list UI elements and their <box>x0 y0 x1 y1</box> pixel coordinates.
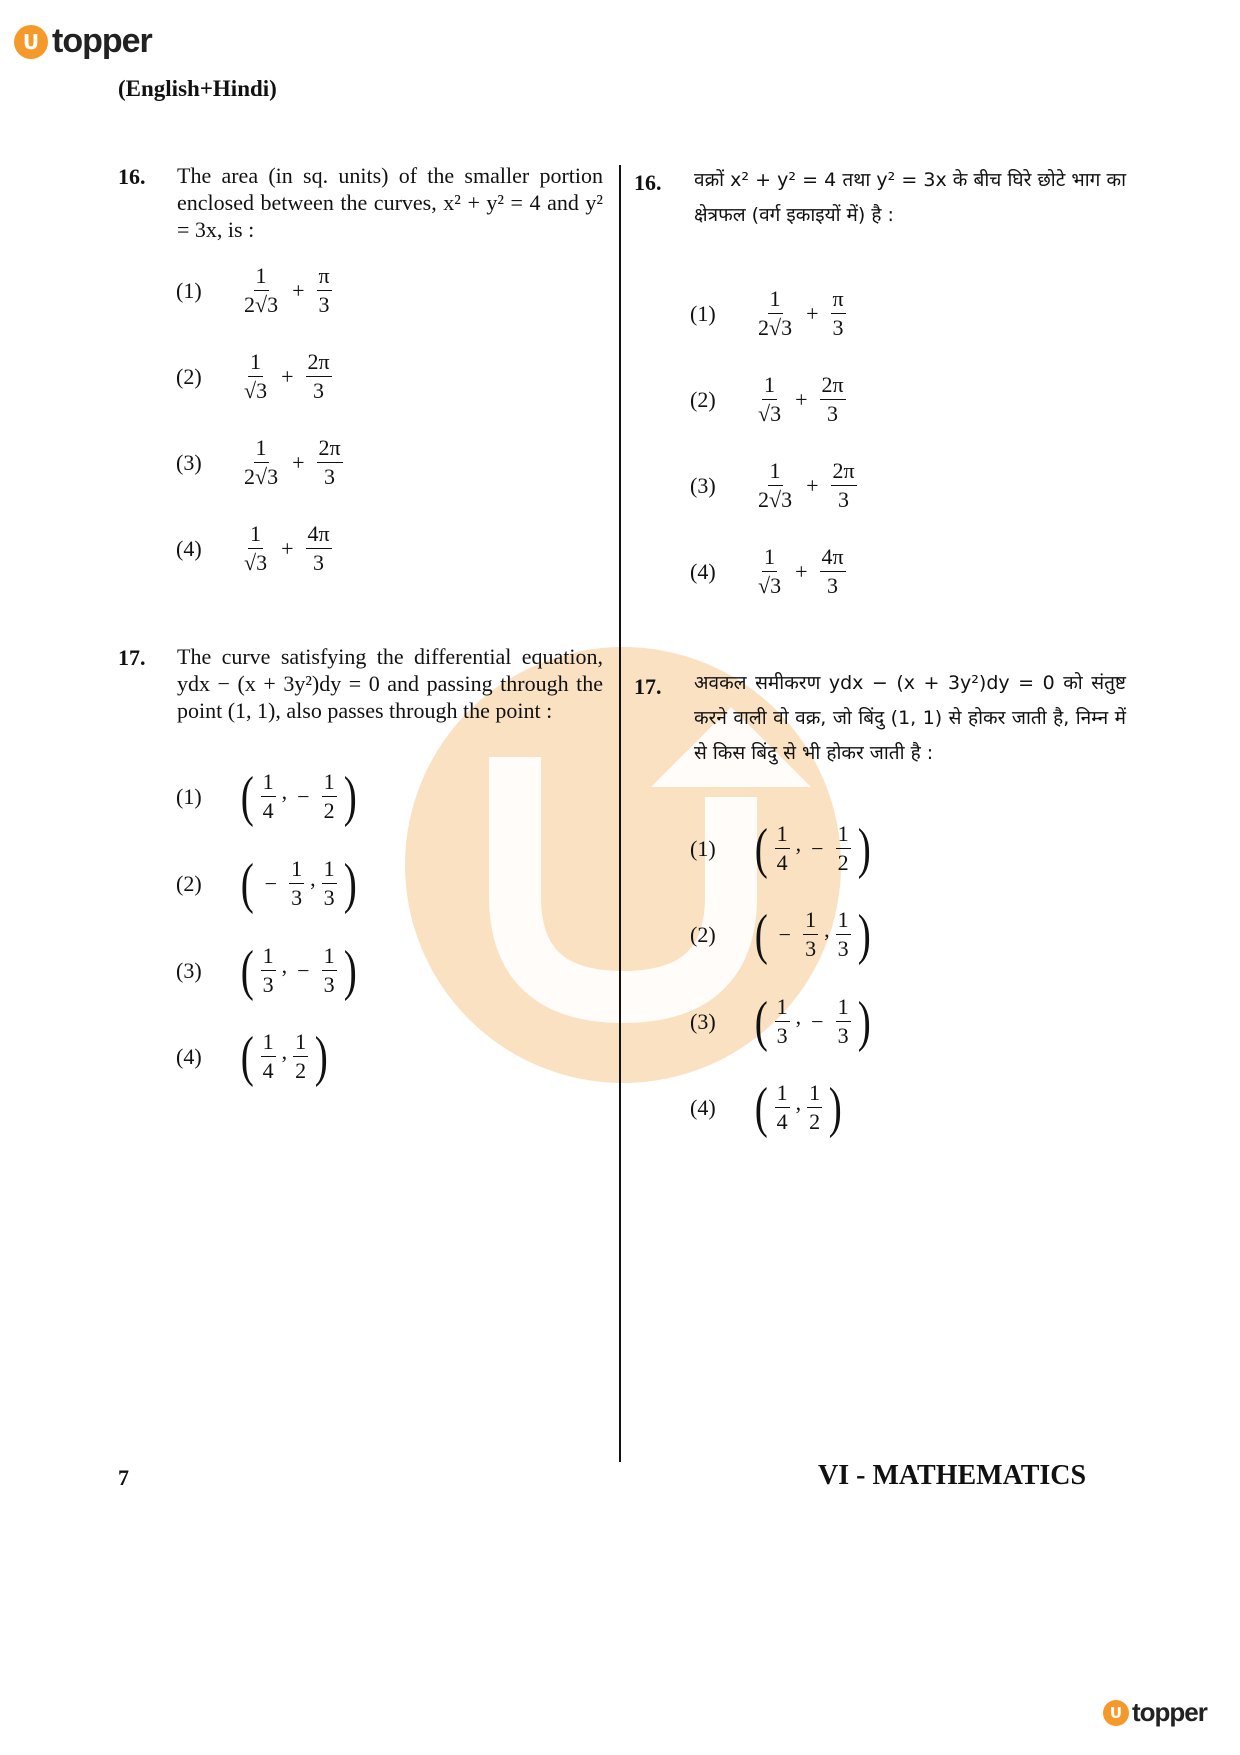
fraction-numerator: 1 <box>775 993 790 1022</box>
comma: , <box>795 1090 802 1115</box>
question-text-hindi: वक्रों x² + y² = 4 तथा y² = 3x के बीच घिरे छोटे भाग का क्षेत्रफल (वर्ग इकाइयों में) है : <box>694 169 1126 226</box>
fraction <box>242 348 269 405</box>
option-4[interactable] <box>176 1025 331 1088</box>
fraction-denominator: 3 <box>838 487 850 512</box>
fraction-numerator: 2π <box>820 371 846 400</box>
fraction-numerator: 1 <box>261 1028 276 1057</box>
plus-sign: + <box>281 363 294 389</box>
fraction-denominator: √3 <box>244 378 268 403</box>
fraction-denominator: 3 <box>776 1023 788 1048</box>
fraction-numerator: 1 <box>836 993 851 1022</box>
fraction-denominator: 3 <box>291 885 303 910</box>
comma: , <box>795 1004 802 1029</box>
fraction-numerator: 1 <box>322 942 337 971</box>
fraction-denominator: 3 <box>323 972 335 997</box>
left-paren: ( <box>240 765 254 828</box>
fraction-numerator: 1 <box>322 855 337 884</box>
fraction-denominator: 4 <box>776 1109 788 1134</box>
option-2[interactable] <box>176 348 336 405</box>
option-3[interactable] <box>690 457 861 514</box>
fraction-denominator: 3 <box>827 573 839 598</box>
plus-sign: + <box>292 449 305 475</box>
fraction <box>807 1079 822 1136</box>
minus-sign: − <box>264 870 278 896</box>
option-label: (4) <box>176 535 202 561</box>
plus-sign: + <box>281 535 294 561</box>
fraction-denominator: 3 <box>313 550 325 575</box>
fraction <box>261 768 276 825</box>
fraction-denominator: 3 <box>837 936 849 961</box>
plus-sign: + <box>795 558 808 584</box>
fraction-numerator: 1 <box>248 520 263 549</box>
fraction-denominator: 3 <box>323 885 335 910</box>
comma: , <box>310 866 316 891</box>
fraction-denominator: 2√3 <box>244 464 279 489</box>
subject-label: VI - MATHEMATICS <box>818 1460 1087 1491</box>
fraction-numerator: 1 <box>768 457 783 486</box>
right-paren: ) <box>828 1076 843 1139</box>
fraction-denominator: 2 <box>809 1109 821 1134</box>
fraction-denominator: 2 <box>323 798 335 823</box>
option-1[interactable] <box>690 285 850 342</box>
option-label: (3) <box>176 957 202 983</box>
left-paren: ( <box>754 990 768 1053</box>
fraction-numerator: 2π <box>317 434 343 463</box>
fraction <box>261 942 276 999</box>
option-3[interactable] <box>690 990 873 1053</box>
option-3[interactable] <box>176 434 347 491</box>
option-label: (1) <box>176 783 202 809</box>
footer-topper-logo <box>1103 1697 1207 1728</box>
fraction-numerator: 4π <box>306 520 332 549</box>
right-paren: ) <box>343 852 357 915</box>
fraction-numerator: 4π <box>820 543 846 572</box>
fraction <box>803 906 818 963</box>
fraction-numerator: 1 <box>322 768 337 797</box>
fraction <box>289 855 304 912</box>
fraction-numerator: 1 <box>248 348 263 377</box>
fraction-numerator: 1 <box>836 906 851 935</box>
fraction-denominator: 3 <box>318 292 330 317</box>
fraction <box>836 993 851 1050</box>
minus-sign: − <box>811 835 824 861</box>
fraction-numerator: 1 <box>775 820 790 849</box>
fraction-denominator: 3 <box>837 1023 849 1048</box>
fraction <box>831 457 857 514</box>
fraction <box>317 434 343 491</box>
option-4[interactable] <box>690 1076 845 1139</box>
fraction <box>293 1028 308 1085</box>
fraction-denominator: 3 <box>805 936 817 961</box>
fraction-numerator: 1 <box>762 543 777 572</box>
fraction <box>242 520 269 577</box>
fraction <box>820 543 846 600</box>
option-label: (3) <box>176 449 202 475</box>
option-label: (1) <box>690 300 716 326</box>
option-label: (2) <box>176 363 202 389</box>
fraction-numerator: 1 <box>261 942 276 971</box>
right-paren: ) <box>857 990 871 1053</box>
option-label: (1) <box>690 835 716 861</box>
fraction <box>322 942 337 999</box>
minus-sign: − <box>297 783 310 809</box>
fraction-denominator: 2√3 <box>758 487 793 512</box>
option-1[interactable] <box>176 262 336 319</box>
plus-sign: + <box>806 472 819 498</box>
fraction-denominator: 3 <box>262 972 274 997</box>
option-label: (2) <box>690 386 716 412</box>
option-label: (4) <box>690 558 716 584</box>
question-number: 16. <box>118 164 146 189</box>
right-paren: ) <box>343 765 357 828</box>
fraction <box>322 768 337 825</box>
question-number: 17. <box>118 645 146 670</box>
column-divider <box>619 165 621 1462</box>
fraction <box>306 348 332 405</box>
question-text: The area (in sq. units) of the smaller portion enclosed between the curves, x² + y² = 4 and y² = 3x, is : <box>177 163 603 242</box>
left-paren: ( <box>754 903 768 966</box>
fraction-numerator: 1 <box>768 285 783 314</box>
option-2[interactable] <box>690 903 873 966</box>
question-number: 17. <box>634 674 662 699</box>
fraction-numerator: π <box>831 285 846 314</box>
fraction <box>775 1079 790 1136</box>
comma: , <box>281 953 288 978</box>
fraction <box>242 262 280 319</box>
fraction <box>242 434 280 491</box>
u-badge-icon: U <box>14 25 48 59</box>
fraction-denominator: √3 <box>244 550 268 575</box>
option-label: (2) <box>176 870 202 896</box>
comma: , <box>281 779 288 804</box>
fraction-denominator: 2√3 <box>244 292 279 317</box>
fraction-denominator: 3 <box>827 401 839 426</box>
comma: , <box>795 831 802 856</box>
fraction-numerator: 1 <box>807 1079 822 1108</box>
fraction <box>775 820 790 877</box>
option-label: (2) <box>690 921 716 947</box>
page-number: 7 <box>118 1465 129 1490</box>
fraction <box>261 1028 276 1085</box>
question-text-hindi: अवकल समीकरण ydx − (x + 3y²)dy = 0 को संतुष्ट करने वाली वो वक्र, जो बिंदु (1, 1) से होकर जाती है, निम्न में से किस बिंदु से भी होकर जाती है : <box>694 672 1126 764</box>
option-4[interactable] <box>176 520 336 577</box>
fraction-denominator: 4 <box>262 798 274 823</box>
fraction <box>756 543 783 600</box>
question-number: 16. <box>634 170 662 195</box>
topper-logo <box>14 22 152 61</box>
option-4[interactable] <box>690 543 850 600</box>
right-paren: ) <box>314 1025 329 1088</box>
fraction-denominator: 2 <box>837 850 849 875</box>
fraction-numerator: 1 <box>254 434 269 463</box>
minus-sign: − <box>811 1008 824 1034</box>
u-badge-icon: U <box>1103 1700 1129 1726</box>
fraction-numerator: 2π <box>306 348 332 377</box>
plus-sign: + <box>292 277 305 303</box>
left-paren: ( <box>240 939 254 1002</box>
language-label: (English+Hindi) <box>118 76 277 101</box>
fraction-denominator: 2√3 <box>758 315 793 340</box>
option-2[interactable] <box>176 852 359 915</box>
fraction-numerator: 1 <box>836 820 851 849</box>
plus-sign: + <box>795 386 808 412</box>
fraction <box>756 285 794 342</box>
fraction-numerator: 1 <box>293 1028 308 1057</box>
option-label: (4) <box>690 1094 716 1120</box>
fraction-denominator: 3 <box>324 464 336 489</box>
option-label: (4) <box>176 1043 202 1069</box>
fraction-numerator: 1 <box>289 855 304 884</box>
left-paren: ( <box>754 1076 768 1139</box>
right-paren: ) <box>857 903 871 966</box>
right-paren: ) <box>343 939 357 1002</box>
option-1[interactable] <box>176 765 359 828</box>
fraction-numerator: 1 <box>803 906 818 935</box>
fraction-denominator: 4 <box>262 1058 274 1083</box>
fraction-denominator: √3 <box>758 401 782 426</box>
fraction <box>317 262 332 319</box>
fraction-numerator: 2π <box>831 457 857 486</box>
left-paren: ( <box>240 1025 254 1088</box>
minus-sign: − <box>778 921 792 947</box>
right-paren: ) <box>857 817 871 880</box>
minus-sign: − <box>297 957 310 983</box>
fraction <box>831 285 846 342</box>
logo-wordmark: topper <box>52 22 152 60</box>
fraction-numerator: π <box>317 262 332 291</box>
left-paren: ( <box>240 852 254 915</box>
fraction <box>306 520 332 577</box>
option-3[interactable] <box>176 939 359 1002</box>
option-label: (3) <box>690 472 716 498</box>
fraction-denominator: 4 <box>776 850 788 875</box>
comma: , <box>824 917 830 942</box>
question-text: The curve satisfying the differential equation, ydx − (x + 3y²)dy = 0 and passing through the point (1, 1), also passes through the point : <box>177 644 603 723</box>
fraction <box>756 371 783 428</box>
plus-sign: + <box>806 300 819 326</box>
fraction <box>836 820 851 877</box>
option-label: (3) <box>690 1008 716 1034</box>
fraction-numerator: 1 <box>762 371 777 400</box>
option-1[interactable] <box>690 817 873 880</box>
fraction-denominator: √3 <box>758 573 782 598</box>
fraction-denominator: 3 <box>313 378 325 403</box>
fraction-numerator: 1 <box>254 262 269 291</box>
fraction <box>775 993 790 1050</box>
fraction <box>820 371 846 428</box>
option-2[interactable] <box>690 371 850 428</box>
fraction <box>756 457 794 514</box>
option-label: (1) <box>176 277 202 303</box>
fraction-numerator: 1 <box>261 768 276 797</box>
fraction-denominator: 3 <box>832 315 844 340</box>
fraction-numerator: 1 <box>775 1079 790 1108</box>
left-paren: ( <box>754 817 768 880</box>
fraction <box>836 906 851 963</box>
logo-wordmark: topper <box>1132 1697 1207 1727</box>
fraction-denominator: 2 <box>295 1058 307 1083</box>
comma: , <box>281 1039 288 1064</box>
fraction <box>322 855 337 912</box>
